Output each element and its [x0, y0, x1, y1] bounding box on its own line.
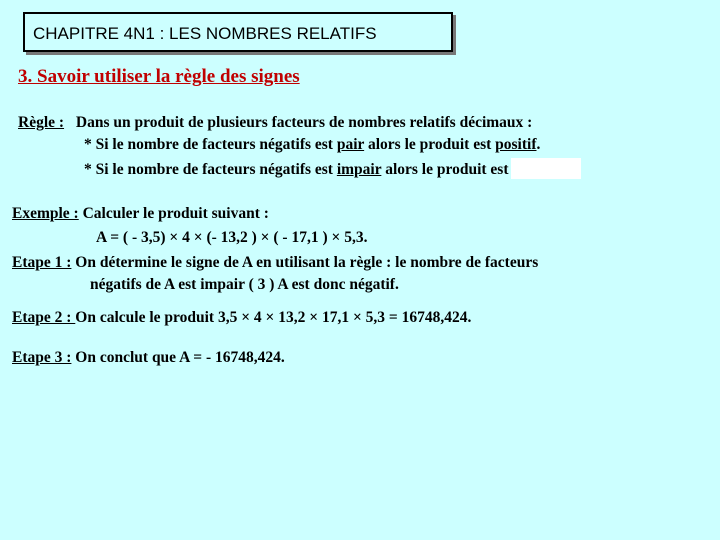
rule-case-even: [84, 136, 540, 154]
rule-intro-line: [18, 114, 532, 132]
rule-case-odd-middle: alors le produit est: [381, 161, 509, 178]
step-3-label: Etape 3 :: [12, 349, 72, 366]
rule-case-even-keyword: pair: [336, 136, 365, 153]
example-expression: A = ( - 3,5) × 4 × (- 13,2 ) × ( - 17,1 ) × 5,3.: [96, 229, 368, 246]
step-1-label: Etape 1 :: [12, 254, 72, 271]
section-heading: 3. Savoir utiliser la règle des signes: [18, 66, 300, 87]
step-2-text: On calcule le produit 3,5 × 4 × 13,2 × 17,1 × 5,3 = 16748,424.: [75, 309, 472, 326]
hidden-answer-mask: [511, 158, 581, 179]
rule-case-even-prefix: * Si le nombre de facteurs négatifs est: [84, 136, 337, 153]
rule-case-odd-prefix: * Si le nombre de facteurs négatifs est: [84, 161, 337, 178]
rule-case-even-result: positif: [495, 136, 537, 153]
example-label: Exemple :: [12, 205, 79, 222]
step-2-line: [12, 309, 471, 327]
rule-intro: Dans un produit de plusieurs facteurs de nombres relatifs décimaux :: [75, 114, 533, 131]
step-1-line: [12, 254, 538, 272]
step-1-text: On détermine le signe de A en utilisant la règle : le nombre de facteurs: [71, 254, 539, 271]
step-3-text: On conclut que A = - 16748,424.: [71, 349, 285, 366]
step-3-line: [12, 349, 285, 367]
rule-case-odd: [84, 158, 581, 179]
rule-case-even-end: .: [536, 136, 541, 153]
chapter-title: CHAPITRE 4N1 : LES NOMBRES RELATIFS: [23, 12, 453, 52]
step-2-label: Etape 2 :: [12, 309, 76, 326]
example-line: [12, 205, 269, 223]
step-1-continuation: négatifs de A est impair ( 3 ) A est donc négatif.: [90, 276, 399, 293]
rule-label: Règle :: [18, 114, 65, 131]
rule-case-even-middle: alors le produit est: [364, 136, 496, 153]
rule-case-odd-keyword: impair: [336, 161, 382, 178]
example-instruction: Calculer le produit suivant :: [78, 205, 269, 222]
